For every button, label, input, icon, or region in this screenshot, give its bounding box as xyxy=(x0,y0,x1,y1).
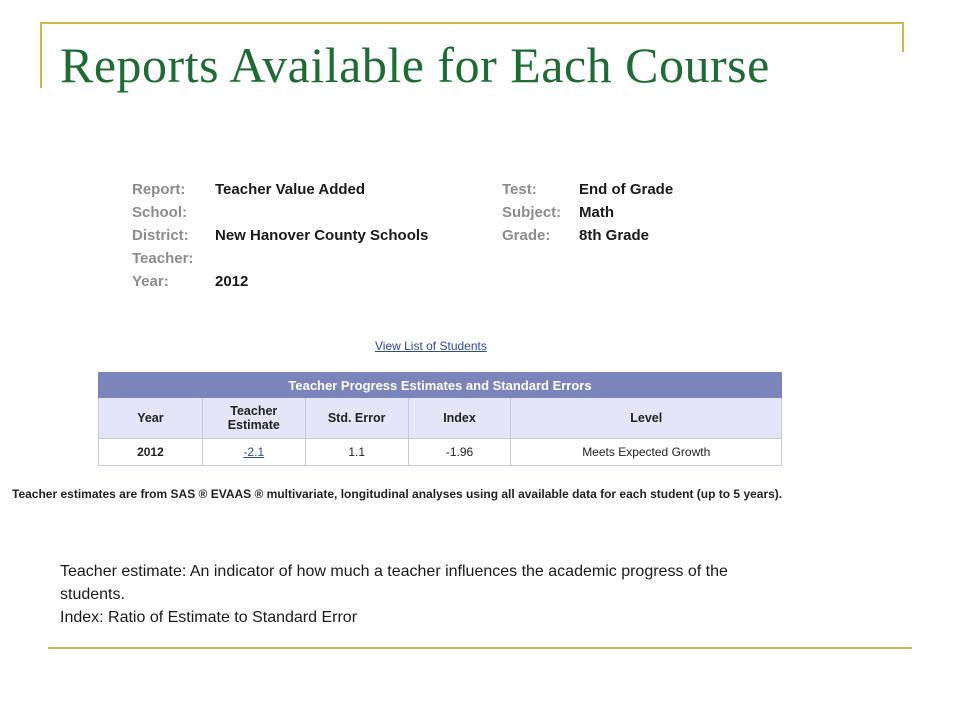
column-header-index: Index xyxy=(408,398,511,439)
estimate-link[interactable]: -2.1 xyxy=(243,445,265,459)
description-line-3: Index: Ratio of Estimate to Standard Error xyxy=(60,609,358,626)
bottom-rule xyxy=(48,647,912,649)
meta-label-test: Test: xyxy=(502,181,537,198)
progress-estimates-table xyxy=(98,372,782,466)
cell-index: -1.96 xyxy=(408,439,511,466)
description xyxy=(60,560,952,629)
view-list-of-students-link[interactable]: View List of Students xyxy=(375,339,487,353)
top-rule xyxy=(40,22,904,24)
meta-value-test: End of Grade xyxy=(579,181,674,198)
cell-estimate xyxy=(202,439,305,466)
description-line-2: students. xyxy=(60,586,125,603)
table-caption: Teacher Progress Estimates and Standard Errors xyxy=(99,373,782,398)
meta-label-district: District: xyxy=(132,227,189,244)
column-header-teacher-estimate xyxy=(202,398,305,439)
meta-value-subject: Math xyxy=(579,204,614,221)
column-header-teacher-estimate-label: Teacher Estimate xyxy=(227,404,280,432)
footnote: Teacher estimates are from SAS ® EVAAS ® multivariate, longitudinal analyses using all available data for each student (up to 5 years). xyxy=(12,487,783,501)
cell-year: 2012 xyxy=(99,439,203,466)
cell-level: Meets Expected Growth xyxy=(511,439,782,466)
left-rule xyxy=(40,22,42,88)
meta-label-year: Year: xyxy=(132,273,169,290)
meta-label-grade: Grade: xyxy=(502,227,551,244)
column-header-std-error: Std. Error xyxy=(305,398,408,439)
right-rule xyxy=(902,22,904,52)
description-line-1: Teacher estimate: An indicator of how much a teacher influences the academic progress of the xyxy=(60,563,728,580)
column-header-year: Year xyxy=(99,398,203,439)
meta-label-school: School: xyxy=(132,204,187,221)
table-row xyxy=(99,439,782,466)
meta-value-report: Teacher Value Added xyxy=(215,181,366,198)
meta-label-subject: Subject: xyxy=(502,204,562,221)
cell-std-error: 1.1 xyxy=(305,439,408,466)
slide-title: Reports Available for Each Course xyxy=(60,37,770,93)
meta-value-district: New Hanover County Schools xyxy=(215,227,429,244)
meta-label-report: Report: xyxy=(132,181,186,198)
meta-value-year: 2012 xyxy=(215,273,249,290)
meta-label-teacher: Teacher: xyxy=(132,250,194,267)
meta-value-grade: 8th Grade xyxy=(579,227,650,244)
column-header-level: Level xyxy=(511,398,782,439)
